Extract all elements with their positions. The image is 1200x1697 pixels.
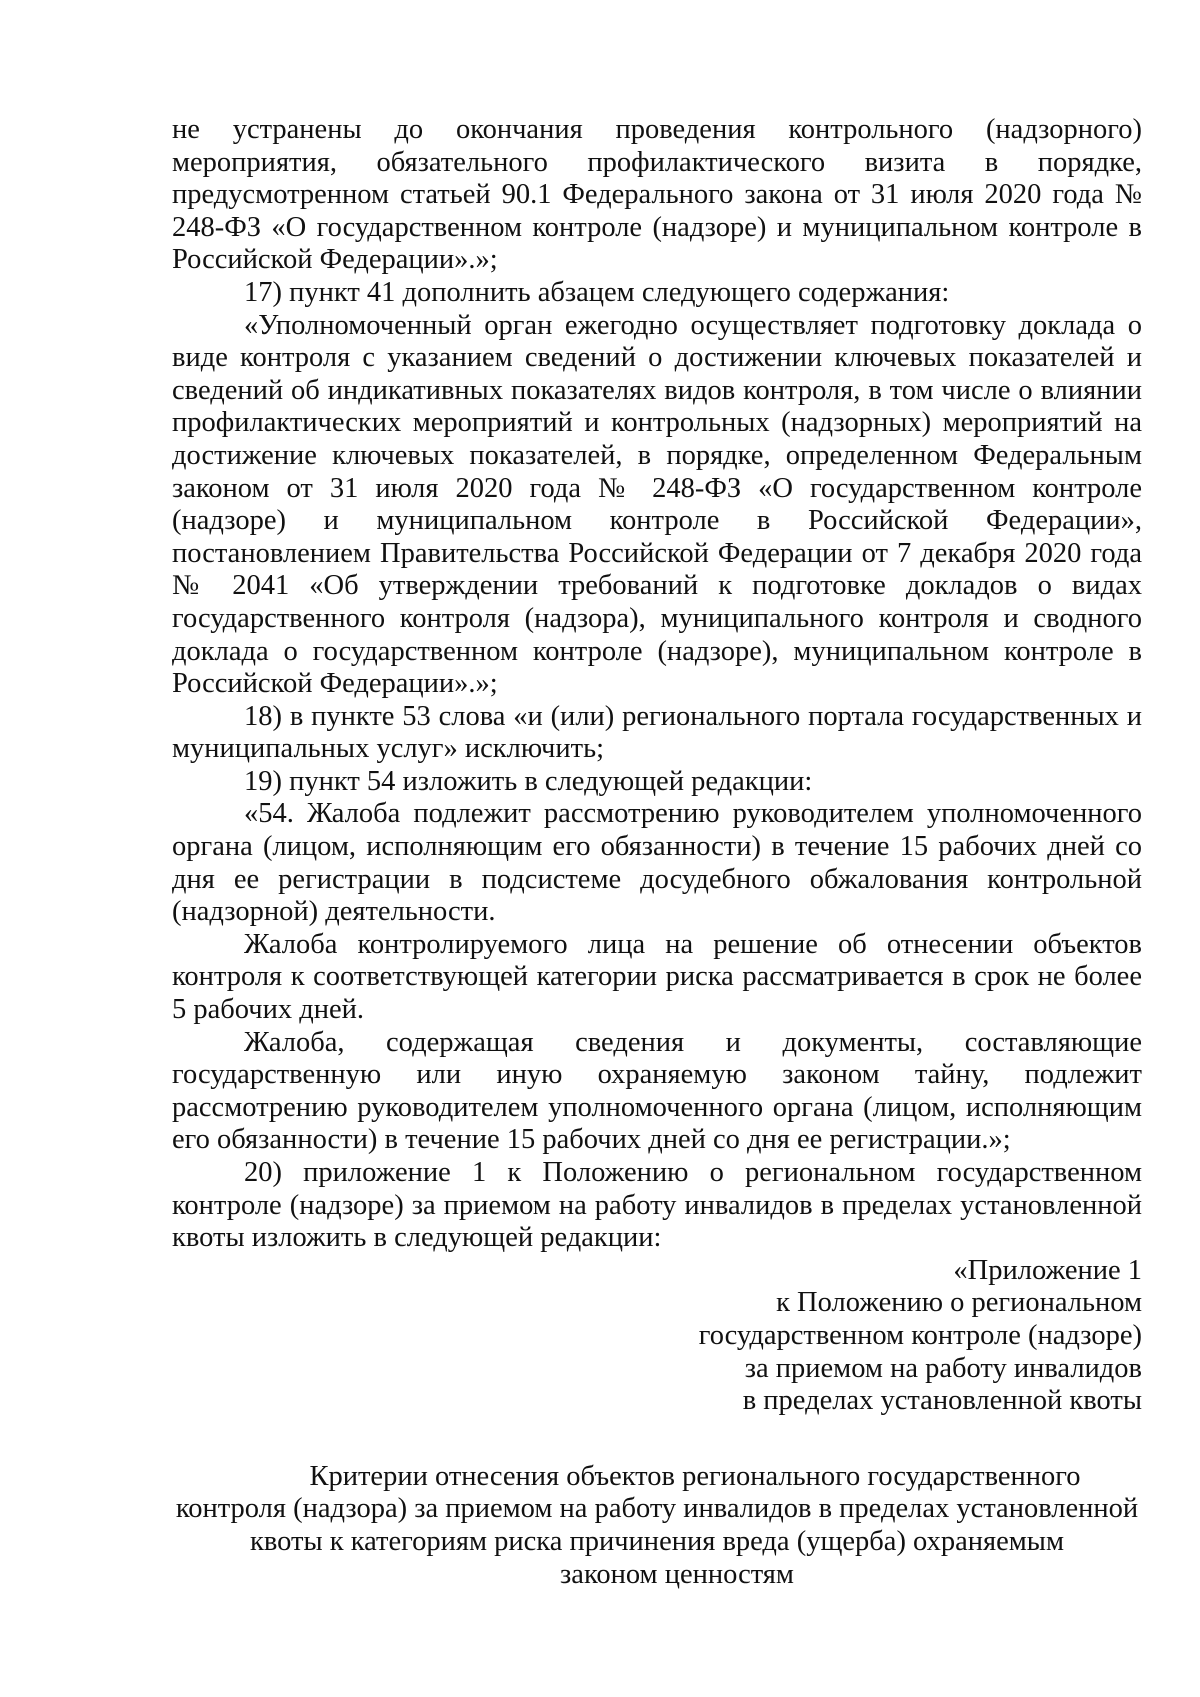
heading-line: Критерии отнесения объектов регионального государственного xyxy=(309,1460,1081,1492)
appendix-header-line: в пределах установленной квоты xyxy=(742,1385,1142,1417)
heading-line: контроля (надзора) за приемом на работу инвалидов в пределах установленной xyxy=(175,1493,1139,1525)
paragraph-complaint-54: «54. Жалоба подлежит рассмотрению руководителем уполномоченного органа (лицом, исполняющим его обязанности) в течение 15 рабочих дней со дня ее регистрации в подсистеме досудебного обжалования контрольной (надзорной) деятельности. xyxy=(172,798,1142,928)
paragraph-continuation: не устранены до окончания проведения контрольного (надзорного) мероприятия, обязательного профилактического визита в порядке, предусмотренном статьей 90.1 Федерального закона от 31 июля 2020 года № 248-ФЗ «О государственном контроле (надзоре) и муниципальном контроле в Российской Федерации».»; xyxy=(172,114,1142,276)
criteria-heading xyxy=(172,1461,1142,1591)
appendix-header xyxy=(172,1255,1142,1418)
paragraph-item-20: 20) приложение 1 к Положению о региональном государственном контроле (надзоре) за приемом на работу инвалидов в пределах установленной квоты изложить в следующей редакции: xyxy=(172,1157,1142,1254)
paragraph-complaint-risk: Жалоба контролируемого лица на решение об отнесении объектов контроля к соответствующей категории риска рассматривается в срок не более 5 рабочих дней. xyxy=(172,928,1142,1026)
heading-line: квоты к категориям риска причинения вреда (ущерба) охраняемым xyxy=(250,1525,1064,1557)
appendix-header-line: государственном контроле (надзоре) xyxy=(698,1319,1142,1351)
appendix-header-line: к Положению о региональном xyxy=(776,1287,1142,1319)
paragraph-report-text: «Уполномоченный орган ежегодно осуществляет подготовку доклада о виде контроля с указанием сведений о достижении ключевых показателей и сведений об индикативных показателях видов контроля, в том числе о влиянии профилактических мероприятий и контрольных (надзорных) мероприятий на достижение ключевых показателей, в порядке, определенном Федеральным законом от 31 июля 2020 года № 248-ФЗ «О государственном контроле (надзоре) и муниципальном контроле в Российской Федерации», постановлением Правительства Российской Федерации от 7 декабря 2020 года № 2041 «Об утверждении требований к подготовке докладов о видах государственного контроля (надзора), муниципального контроля и сводного доклада о государственном контроле (надзоре), муниципальном контроле в Российской Федерации».»; xyxy=(172,309,1142,700)
paragraph-complaint-secret: Жалоба, содержащая сведения и документы, составляющие государственную или иную охраняемую законом тайну, подлежит рассмотрению руководителем уполномоченного органа (лицом, исполняющим его обязанности) в течение 15 рабочих дней со дня ее регистрации.»; xyxy=(172,1026,1142,1156)
heading-line: законом ценностям xyxy=(560,1558,794,1590)
paragraph-item-17: 17) пункт 41 дополнить абзацем следующего содержания: xyxy=(244,276,950,308)
paragraph-item-18: 18) в пункте 53 слова «и (или) регионального портала государственных и муниципальных услуг» исключить; xyxy=(172,700,1142,765)
spacer xyxy=(172,1418,1142,1461)
document-page xyxy=(172,114,1142,1591)
appendix-header-line: «Приложение 1 xyxy=(953,1254,1142,1286)
paragraph-item-19: 19) пункт 54 изложить в следующей редакции: xyxy=(244,765,813,797)
appendix-header-line: за приемом на работу инвалидов xyxy=(744,1352,1142,1384)
